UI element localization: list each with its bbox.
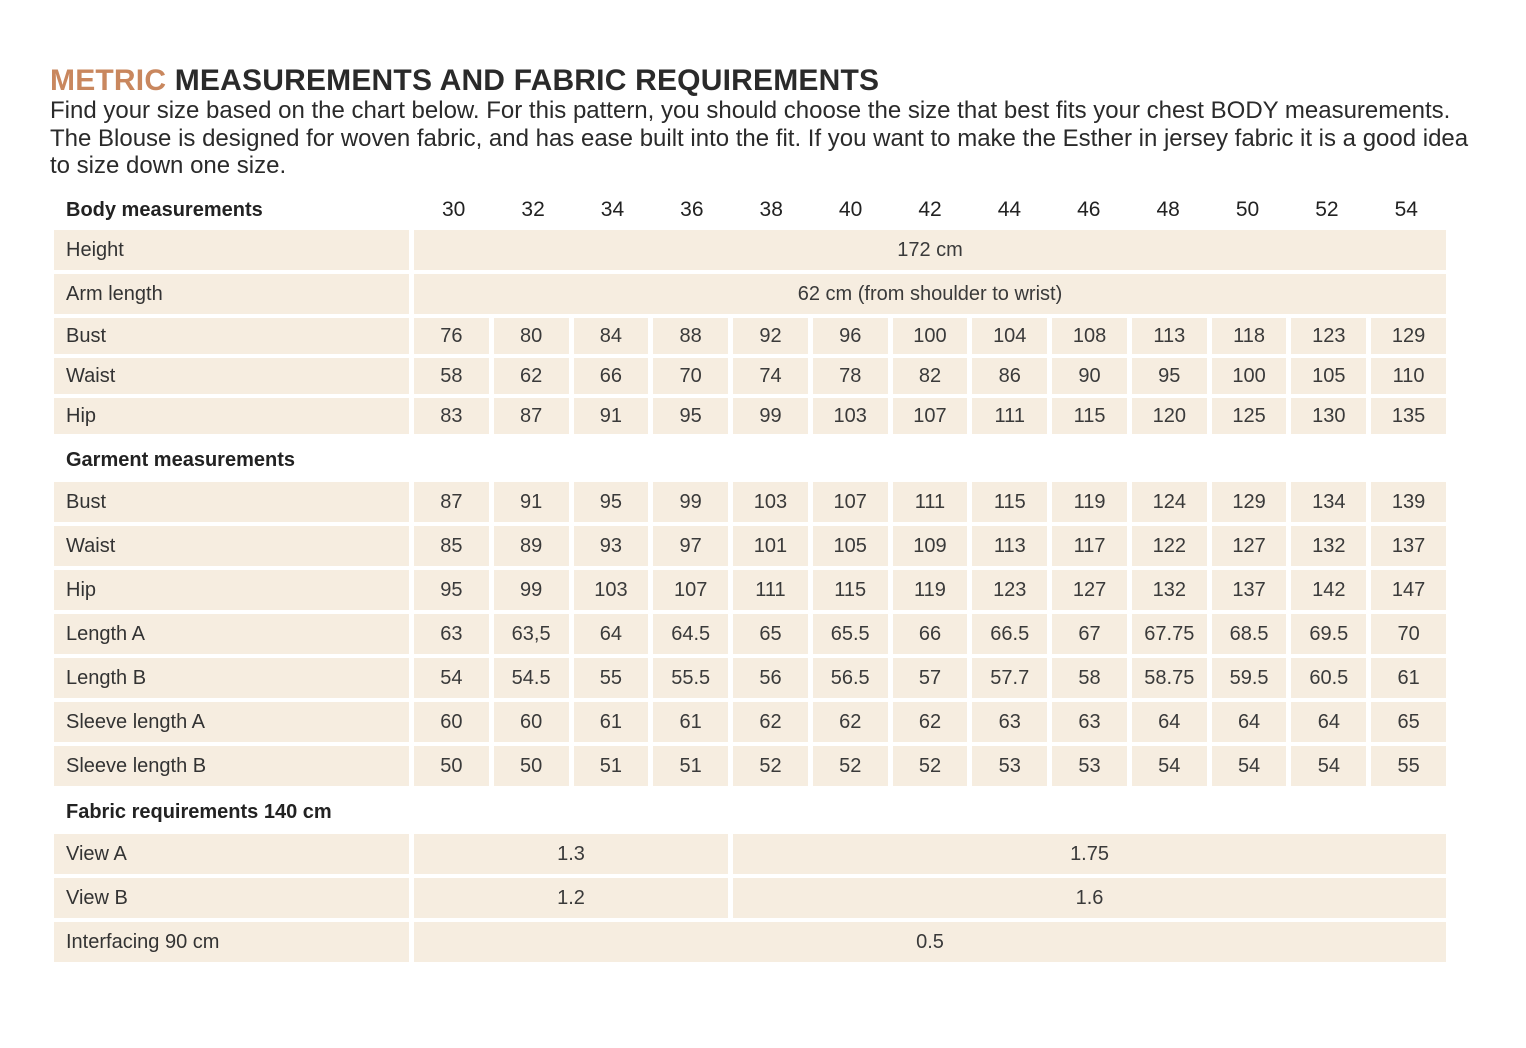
garment-measurement-row — [54, 482, 1446, 522]
measurement-cell: 91 — [574, 398, 649, 434]
measurement-cell: 59.5 — [1212, 658, 1287, 698]
measurement-cell: 65 — [733, 614, 808, 654]
measurement-cell: 63 — [972, 702, 1047, 742]
row-label: Bust — [54, 318, 409, 354]
measurement-cell: 82 — [893, 358, 968, 394]
measurement-cell: 58 — [414, 358, 489, 394]
measurement-cell: 50 — [494, 746, 569, 786]
row-label: Arm length — [54, 274, 409, 314]
garment-measurement-row — [54, 570, 1446, 610]
measurement-cell: 62 — [733, 702, 808, 742]
garment-measurements-heading: Garment measurements — [66, 448, 295, 471]
measurement-cell: 78 — [813, 358, 888, 394]
measurement-cell: 95 — [574, 482, 649, 522]
measurement-cell: 142 — [1291, 570, 1366, 610]
row-label: Length B — [54, 658, 409, 698]
measurement-cell: 87 — [494, 398, 569, 434]
size-label: 54 — [1394, 198, 1418, 221]
measurement-cell: 61 — [1371, 658, 1446, 698]
interfacing-value: 0.5 — [414, 922, 1446, 962]
row-label: View B — [54, 878, 409, 918]
measurement-cell: 110 — [1371, 358, 1446, 394]
measurement-cell: 99 — [653, 482, 728, 522]
measurement-cell: 135 — [1371, 398, 1446, 434]
row-label: Interfacing 90 cm — [54, 922, 409, 962]
measurement-cell: 132 — [1291, 526, 1366, 566]
measurement-cell: 55 — [574, 658, 649, 698]
size-label: 36 — [680, 198, 704, 221]
size-label: 48 — [1156, 198, 1180, 221]
measurement-cell: 111 — [972, 398, 1047, 434]
measurement-cell: 103 — [813, 398, 888, 434]
row-label: Sleeve length B — [54, 746, 409, 786]
body-measurement-row — [54, 318, 1446, 354]
measurement-cell: 137 — [1371, 526, 1446, 566]
body-measurements-heading: Body measurements — [66, 198, 263, 221]
measurement-cell: 61 — [574, 702, 649, 742]
measurement-cell: 58 — [1052, 658, 1127, 698]
measurement-cell: 103 — [574, 570, 649, 610]
measurement-cell: 100 — [1212, 358, 1287, 394]
measurement-cell: 129 — [1212, 482, 1287, 522]
measurement-cell: 65 — [1371, 702, 1446, 742]
measurement-cell: 95 — [414, 570, 489, 610]
measurement-cell: 111 — [893, 482, 968, 522]
measurement-cell: 63 — [414, 614, 489, 654]
measurement-cell: 65.5 — [813, 614, 888, 654]
measurement-cell: 62 — [893, 702, 968, 742]
measurement-cell: 147 — [1371, 570, 1446, 610]
body-measurement-row — [54, 398, 1446, 434]
measurement-cell: 61 — [653, 702, 728, 742]
measurement-cell: 101 — [733, 526, 808, 566]
measurement-cell: 60.5 — [1291, 658, 1366, 698]
measurement-cell: 70 — [1371, 614, 1446, 654]
measurement-cell: 119 — [1052, 482, 1127, 522]
measurement-cell: 91 — [494, 482, 569, 522]
measurement-cell: 60 — [414, 702, 489, 742]
measurement-cell: 80 — [494, 318, 569, 354]
measurement-cell: 64 — [1212, 702, 1287, 742]
measurement-cell: 92 — [733, 318, 808, 354]
size-label: 40 — [838, 198, 863, 221]
garment-measurement-row — [54, 526, 1446, 566]
measurement-cell: 51 — [574, 746, 649, 786]
arm-length-value: 62 cm (from shoulder to wrist) — [414, 274, 1446, 314]
measurement-cell: 60 — [494, 702, 569, 742]
measurement-cell: 52 — [813, 746, 888, 786]
measurement-cell: 127 — [1052, 570, 1127, 610]
measurement-cell: 96 — [813, 318, 888, 354]
measurement-cell: 50 — [414, 746, 489, 786]
measurement-cell: 68.5 — [1212, 614, 1287, 654]
measurement-cell: 139 — [1371, 482, 1446, 522]
measurement-cell: 57.7 — [972, 658, 1047, 698]
measurement-cell: 99 — [733, 398, 808, 434]
measurement-cell: 95 — [653, 398, 728, 434]
measurement-cell: 67.75 — [1132, 614, 1207, 654]
title-rest: MEASUREMENTS AND FABRIC REQUIREMENTS — [166, 64, 880, 97]
row-label: Sleeve length A — [54, 702, 409, 742]
row-label: View A — [54, 834, 409, 874]
measurement-cell: 52 — [733, 746, 808, 786]
measurement-cell: 117 — [1052, 526, 1127, 566]
measurement-cell: 90 — [1052, 358, 1127, 394]
measurement-cell: 115 — [972, 482, 1047, 522]
measurement-cell: 54 — [414, 658, 489, 698]
measurement-cell: 70 — [653, 358, 728, 394]
fabric-requirements-heading: Fabric requirements 140 cm — [66, 800, 332, 823]
measurement-cell: 66 — [574, 358, 649, 394]
measurement-cell: 105 — [1291, 358, 1366, 394]
garment-measurement-row — [54, 614, 1446, 654]
measurement-cell: 107 — [813, 482, 888, 522]
measurement-cell: 54.5 — [494, 658, 569, 698]
size-label: 46 — [1077, 198, 1101, 221]
measurement-cell: 64 — [574, 614, 649, 654]
view-b-small-value: 1.2 — [414, 878, 728, 918]
size-label: 50 — [1235, 198, 1260, 221]
size-label: 42 — [918, 198, 942, 221]
measurement-cell: 132 — [1132, 570, 1207, 610]
measurement-cell: 123 — [1291, 318, 1366, 354]
measurement-cell: 86 — [972, 358, 1047, 394]
measurement-cell: 109 — [893, 526, 968, 566]
measurement-cell: 104 — [972, 318, 1047, 354]
size-label: 34 — [600, 198, 625, 221]
measurement-cell: 57 — [893, 658, 968, 698]
garment-measurement-row — [54, 746, 1446, 786]
measurement-cell: 62 — [494, 358, 569, 394]
measurement-cell: 107 — [653, 570, 728, 610]
measurement-cell: 64 — [1132, 702, 1207, 742]
measurement-cell: 134 — [1291, 482, 1366, 522]
measurement-cell: 74 — [733, 358, 808, 394]
measurement-cell: 97 — [653, 526, 728, 566]
size-label: 32 — [521, 198, 545, 221]
measurement-cell: 137 — [1212, 570, 1287, 610]
measurement-cell: 111 — [733, 570, 808, 610]
measurement-cell: 62 — [813, 702, 888, 742]
height-value: 172 cm — [414, 230, 1446, 270]
measurement-cell: 124 — [1132, 482, 1207, 522]
title-accent: METRIC — [50, 64, 167, 97]
size-label: 30 — [442, 198, 466, 221]
view-a-row — [54, 834, 1446, 874]
measurement-cell: 63,5 — [494, 614, 569, 654]
size-chart — [54, 190, 1446, 966]
measurement-cell: 63 — [1052, 702, 1127, 742]
view-b-large-value: 1.6 — [733, 878, 1446, 918]
measurement-cell: 54 — [1291, 746, 1366, 786]
garment-measurement-row — [54, 702, 1446, 742]
measurement-cell: 53 — [972, 746, 1047, 786]
view-a-small-value: 1.3 — [414, 834, 728, 874]
measurement-cell: 115 — [813, 570, 888, 610]
measurement-cell: 123 — [972, 570, 1047, 610]
measurement-cell: 118 — [1212, 318, 1287, 354]
measurement-cell: 87 — [414, 482, 489, 522]
measurement-cell: 115 — [1052, 398, 1127, 434]
measurement-cell: 119 — [893, 570, 968, 610]
measurement-cell: 58.75 — [1132, 658, 1207, 698]
view-b-row — [54, 878, 1446, 918]
arm-length-row — [54, 274, 1446, 314]
measurement-cell: 67 — [1052, 614, 1127, 654]
measurement-cell: 127 — [1212, 526, 1287, 566]
measurement-cell: 55 — [1371, 746, 1446, 786]
measurement-cell: 56.5 — [813, 658, 888, 698]
measurement-cell: 125 — [1212, 398, 1287, 434]
body-measurement-row — [54, 358, 1446, 394]
measurement-cell: 85 — [414, 526, 489, 566]
size-label: 52 — [1315, 198, 1339, 221]
size-label: 38 — [759, 198, 783, 221]
page-title — [50, 64, 879, 98]
measurement-cell: 129 — [1371, 318, 1446, 354]
measurement-cell: 54 — [1132, 746, 1207, 786]
measurement-cell: 56 — [733, 658, 808, 698]
measurement-cell: 66.5 — [972, 614, 1047, 654]
measurement-cell: 120 — [1132, 398, 1207, 434]
interfacing-row — [54, 922, 1446, 962]
measurement-cell: 64.5 — [653, 614, 728, 654]
measurement-cell: 105 — [813, 526, 888, 566]
row-label: Waist — [54, 358, 409, 394]
intro-paragraph: Find your size based on the chart below. For this pattern, you should choose the size that best fits your chest BODY measurements. The Blouse is designed for woven fabric, and has ease built into the fit. If you want to make the Esther in jersey fabric it is a good idea to size down one size. — [50, 97, 1469, 179]
row-label: Bust — [54, 482, 409, 522]
measurement-cell: 84 — [574, 318, 649, 354]
row-label: Hip — [54, 398, 409, 434]
size-header-row — [54, 190, 1446, 230]
measurement-cell: 53 — [1052, 746, 1127, 786]
measurement-cell: 66 — [893, 614, 968, 654]
measurement-cell: 76 — [414, 318, 489, 354]
measurement-cell: 88 — [653, 318, 728, 354]
measurement-cell: 89 — [494, 526, 569, 566]
row-label: Length A — [54, 614, 409, 654]
measurement-cell: 64 — [1291, 702, 1366, 742]
measurement-cell: 93 — [574, 526, 649, 566]
measurement-cell: 122 — [1132, 526, 1207, 566]
row-label: Hip — [54, 570, 409, 610]
measurement-cell: 130 — [1291, 398, 1366, 434]
measurement-cell: 113 — [1132, 318, 1207, 354]
measurement-cell: 69.5 — [1291, 614, 1366, 654]
measurement-cell: 99 — [494, 570, 569, 610]
garment-measurement-row — [54, 658, 1446, 698]
view-a-large-value: 1.75 — [733, 834, 1446, 874]
measurement-cell: 55.5 — [653, 658, 728, 698]
height-row — [54, 230, 1446, 270]
size-label: 44 — [997, 198, 1022, 221]
measurement-cell: 52 — [893, 746, 968, 786]
measurement-cell: 54 — [1212, 746, 1287, 786]
measurement-cell: 100 — [893, 318, 968, 354]
measurement-cell: 108 — [1052, 318, 1127, 354]
measurement-cell: 113 — [972, 526, 1047, 566]
measurement-cell: 107 — [893, 398, 968, 434]
measurement-cell: 51 — [653, 746, 728, 786]
row-label: Height — [54, 230, 409, 270]
measurement-cell: 103 — [733, 482, 808, 522]
measurement-cell: 83 — [414, 398, 489, 434]
measurement-cell: 95 — [1132, 358, 1207, 394]
row-label: Waist — [54, 526, 409, 566]
